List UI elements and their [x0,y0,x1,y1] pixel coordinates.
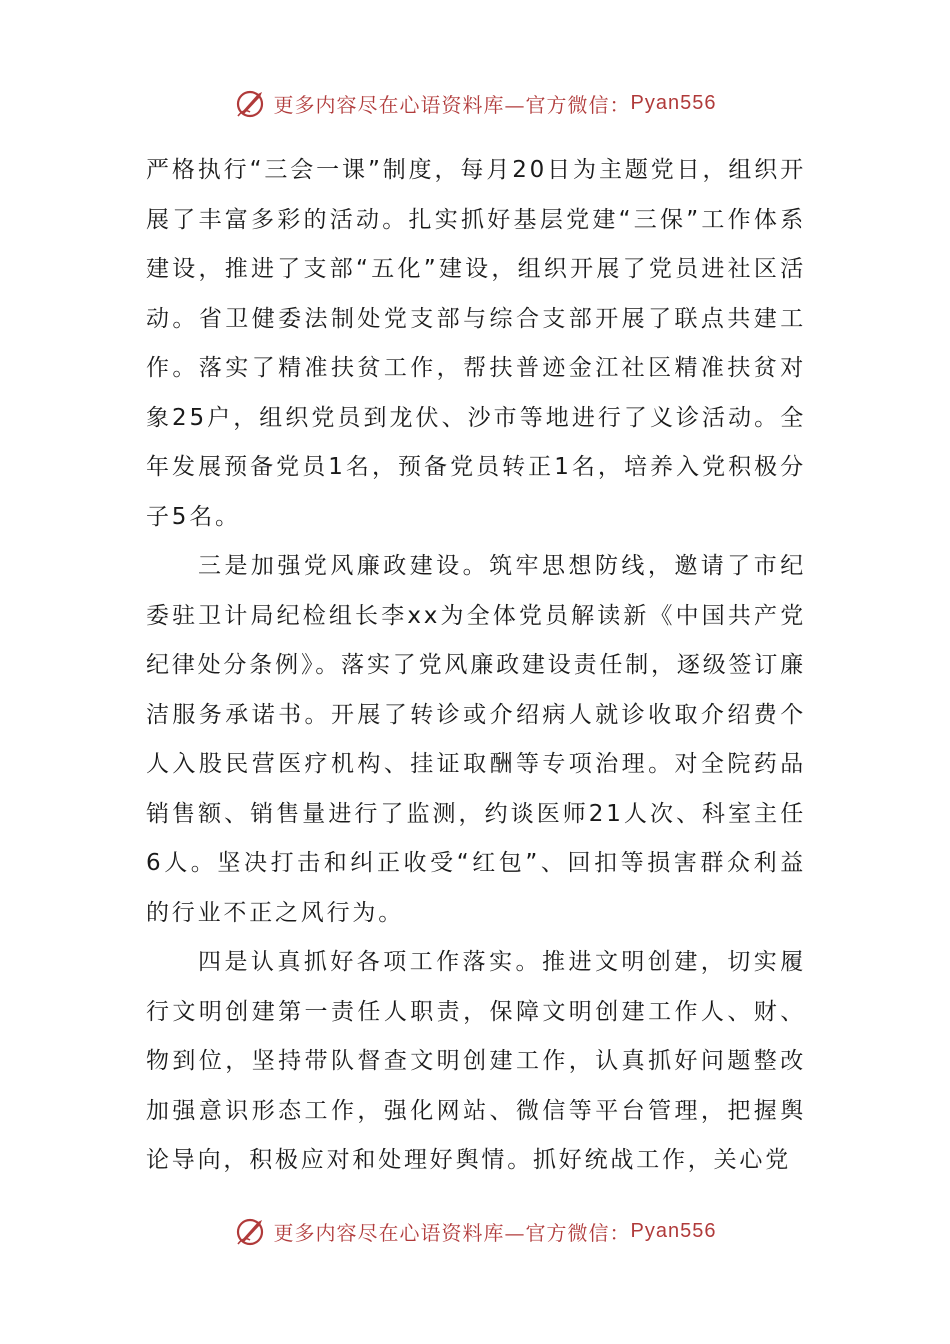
paragraph-1: 严格执行“三会一课”制度，每月20日为主题党日，组织开展了丰富多彩的活动。扎实抓好基层党建“三保”工作体系建设，推进了支部“五化”建设，组织开展了党员进社区活动。省卫健委法制处党支部与综合支部开展了联点共建工作。落实了精准扶贫工作，帮扶普迹金江社区精准扶贫对象25户，组织党员到龙伏、沙市等地进行了义诊活动。全年发展预备党员1名，预备党员转正1名，培养入党积极分子5名。 [146,157,806,530]
pen-nib-logo-icon [234,86,268,120]
header-watermark [0,80,950,126]
footer-watermark [0,1208,950,1254]
pen-nib-logo-icon [234,1214,268,1248]
paragraph-3: 四是认真抓好各项工作落实。推进文明创建，切实履行文明创建第一责任人职责，保障文明创建工作人、财、物到位，坚持带队督查文明创建工作，认真抓好问题整改加强意识形态工作，强化网站、微信等平台管理，把握舆论导向，积极应对和处理好舆情。抓好统战工作，关心党 [146,949,806,1173]
paragraph-2: 三是加强党风廉政建设。筑牢思想防线，邀请了市纪委驻卫计局纪检组长李xx为全体党员解读新《中国共产党纪律处分条例》。落实了党风廉政建设责任制，逐级签订廉洁服务承诺书。开展了转诊或介绍病人就诊收取介绍费个人入股民营医疗机构、挂证取酬等专项治理。对全院药品销售额、销售量进行了监测，约谈医师21人次、科室主任6人。坚决打击和纠正收受“红包”、回扣等损害群众利益的行业不正之风行为。 [146,553,806,926]
watermark-text: 更多内容尽在心语资料库—官方微信： [273,1220,631,1245]
watermark-code: Pyan556 [630,91,717,114]
watermark-text: 更多内容尽在心语资料库—官方微信： [273,92,631,117]
document-body [146,146,806,1186]
watermark-code: Pyan556 [630,1219,717,1242]
